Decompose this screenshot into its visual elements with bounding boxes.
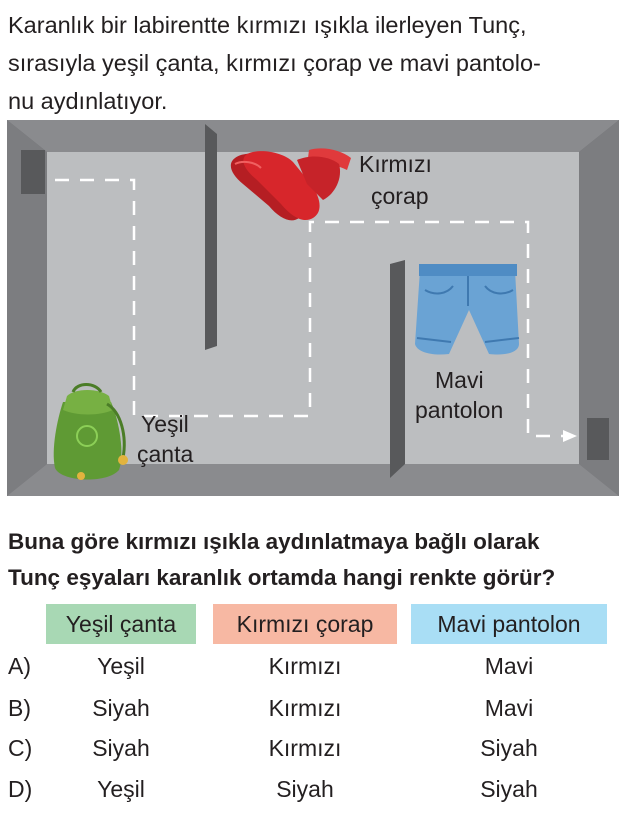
intro-line: Karanlık bir labirentte kırmızı ışıkla ilerleyen Tunç, [8,12,527,38]
entry-door [21,150,45,194]
cell-sock: Kırmızı [268,695,342,721]
cell-pants: Siyah [480,776,538,802]
cell-bag: Siyah [92,695,150,721]
bag-label-2: çanta [137,441,194,467]
cell-sock: Kırmızı [268,735,342,761]
question-line: Buna göre kırmızı ışıkla aydınlatmaya bağlı olarak [8,529,540,554]
intro-line: nu aydınlatıyor. [8,88,168,114]
option-label: C) [8,735,33,761]
answer-row-a[interactable] [0,646,625,686]
intro-text [8,6,620,120]
sock-label-1: Kırmızı [359,151,432,177]
option-label: A) [8,653,31,679]
cell-bag: Yeşil [97,653,145,679]
shorts-label-2: pantolon [415,397,504,423]
maze-inner-wall-1 [205,124,217,350]
question-text [8,524,622,596]
header-green-bag: Yeşil çanta [46,604,196,644]
cell-pants: Mavi [484,653,534,679]
option-label: D) [8,776,33,802]
header-blue-pants: Mavi pantolon [411,604,607,644]
answer-row-c[interactable] [0,728,625,768]
maze-inner-wall-2 [390,260,405,478]
cell-bag: Siyah [92,735,150,761]
intro-line: sırasıyla yeşil çanta, kırmızı çorap ve mavi pantolo- [8,50,541,76]
cell-sock: Kırmızı [268,653,342,679]
sock-label-2: çorap [371,183,429,209]
header-red-sock: Kırmızı çorap [213,604,397,644]
maze-wall-top [7,120,619,152]
cell-bag: Yeşil [97,776,145,802]
answer-row-d[interactable] [0,769,625,809]
question-line: Tunç eşyaları karanlık ortamda hangi renkte görür? [8,565,556,590]
cell-pants: Mavi [484,695,534,721]
cell-sock: Siyah [276,776,334,802]
exit-door [587,418,609,460]
bag-label-1: Yeşil [141,411,189,437]
shorts-label-1: Mavi [435,367,484,393]
option-label: B) [8,695,31,721]
cell-pants: Siyah [480,735,538,761]
answer-row-b[interactable] [0,688,625,728]
maze-illustration [7,120,619,496]
